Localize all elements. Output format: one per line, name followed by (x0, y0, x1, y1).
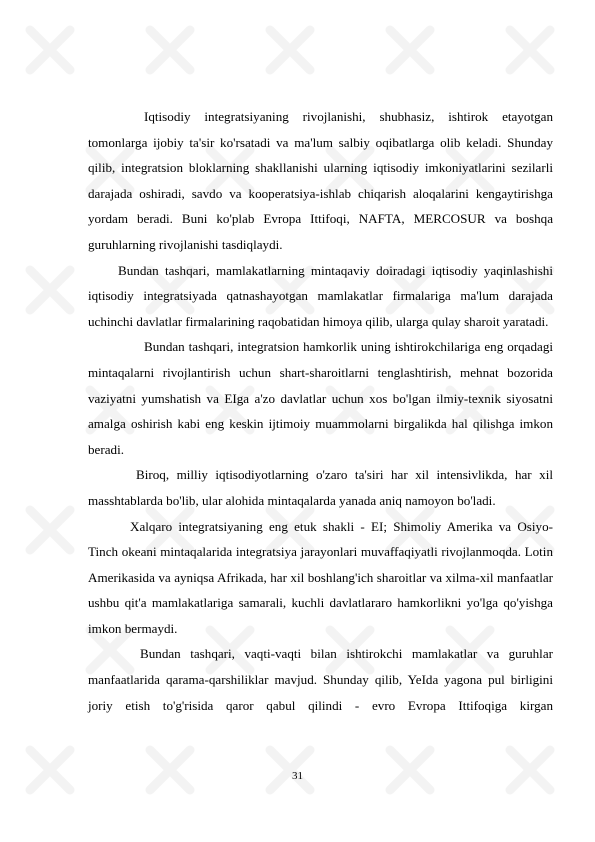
paragraph-4: Biroq, milliy iqtisodiyotlarning o'zaro ta'siri har xil intensivlikda, har xil masshtablarda bo'lib, ular alohida mintaqalarda yanada aniq namoyon bo'ladi. (88, 467, 553, 508)
paragraph-6: Bundan tashqari, vaqti-vaqti bilan ishtirokchi mamlakatlar va guruhlar manfaatlarida qarama-qarshiliklar mavjud. Shunday qilib, YeIda yagona pul birligini joriy etish to'g'risida qaror qabul qilindi - evro Evropa Ittifoqiga kirgan (88, 646, 553, 713)
page-number: 31 (292, 770, 303, 782)
paragraph-5: Xalqaro integratsiyaning eng etuk shakli - EI; Shimoliy Amerika va Osiyo-Tinch okeani mintaqalarida integratsiya jarayonlari muvaffaqiyatli rivojlanmoqda. Lotin Amerikasida va ayniqsa Afrikada, har xil boshlang'ich sharoitlar va xilma-xil manfaatlar ushbu qit'a mamlakatlariga samarali, kuchli davlatlararo hamkorlikni yo'lga qo'yishga imkon bermaydi. (88, 518, 553, 636)
paragraph-3: Bundan tashqari, integratsion hamkorlik uning ishtirokchilariga eng orqadagi mintaqalarni rivojlantirish uchun shart-sharoitlarni tenglashtirish, mehnat bozorida vaziyatni yumshatish va EIga a'zo davlatlar uchun xos bo'lgan ilmiy-texnik siyosatni amalga oshirish kabi eng keskin ijtimoiy muammolarni birgalikda hal qilishga imkon beradi. (88, 339, 553, 457)
document-body (88, 104, 553, 718)
paragraph-1: Iqtisodiy integratsiyaning rivojlanishi, shubhasiz, ishtirok etayotgan tomonlarga ijobiy ta'sir ko'rsatadi va ma'lum salbiy oqibatlarga olib keladi. Shunday qilib, integratsion bloklarning shakllanishi ularning iqtisodiy imkoniyatlarini sezilarli darajada oshiradi, savdo va kooperatsiya-ishlab chiqarish aloqalarini kengaytirishga yordam beradi. Buni ko'plab Evropa Ittifoqi, NAFTA, MERCOSUR va boshqa guruhlarning rivojlanishi tasdiqlaydi. (88, 109, 553, 252)
paragraph-2: Bundan tashqari, mamlakatlarning mintaqaviy doiradagi iqtisodiy yaqinlashishi iqtisodiy integratsiyada qatnashayotgan mamlakatlar firmalariga ma'lum darajada uchinchi davlatlar firmalarining raqobatidan himoya qilib, ularga qulay sharoit yaratadi. (88, 262, 553, 329)
